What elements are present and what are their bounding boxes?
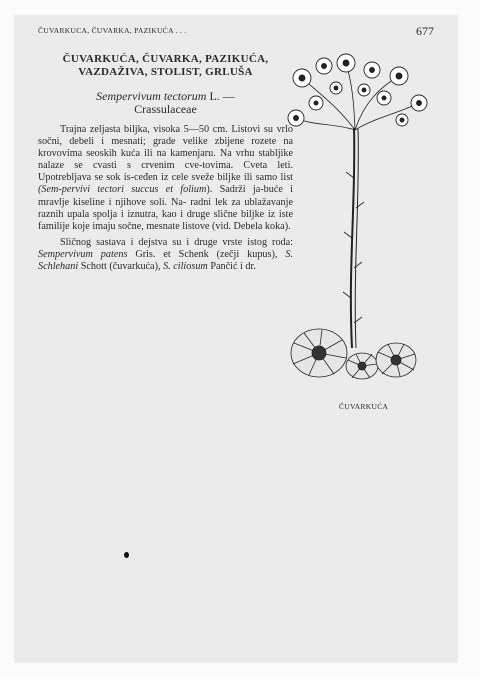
text-line: et Schenk (zečji kupus), (163, 248, 286, 260)
text-line: Trajna zeljasta bilјka, visoka 5—50 cm. (60, 124, 228, 135)
species-name: S. ciliosum (163, 261, 208, 273)
text-line: ). Sadrži ja- (206, 184, 264, 196)
family-name: Crassulaceae (134, 102, 197, 116)
text-line: grade velike zbijene rozete na krovovima (38, 136, 293, 160)
text-line: seoskih kuća ili na kamenjaru. Na vrhu (86, 148, 255, 160)
species-name: S. Schlehani (38, 248, 294, 273)
page-number: 677 (416, 24, 434, 38)
text-line: buće i mravlje kiseline i njihove soli. Na- (38, 184, 293, 208)
text-line: ceđen iz cele sveže biljke ili samo list (133, 172, 293, 184)
title-line-2: VAZDAŽIVA, STOLIST, GRLUŠA (78, 66, 253, 78)
entry-title (38, 53, 293, 79)
plant-illustration (284, 48, 434, 393)
text-line: radni lek za ublažavanje raznih upala spolja (38, 196, 293, 220)
text-line: Sličnog sastava i dejstva su i druge (60, 236, 218, 248)
author: L. — (209, 89, 235, 103)
title-line-1: ČUVARKUĆA, ČUVARKA, PAZIKUĆA, (62, 53, 269, 65)
text-line: (čuvarkuća), (109, 261, 164, 273)
text-line: vrste istog roda: (222, 236, 293, 248)
latin-term: pervivi tectori succus et folium (61, 184, 207, 196)
text-line: Gris. (127, 248, 156, 260)
text-line: Listovi su vrlo sočni, debeli i mesnati; (38, 124, 293, 148)
paragraph-related-species (38, 237, 293, 273)
text-line: (vid. Debela koka). (212, 220, 291, 232)
text-line: i iznutra, kao i druge slične biljke iz iste (120, 208, 294, 220)
ink-dot (124, 552, 129, 558)
text-line: stabljike nalaze se cvasti s crvenim cve- (38, 148, 294, 172)
text-line: Pančić i dr. (207, 261, 256, 273)
text-line: familije koje imaju sočne, mesnate listove (38, 220, 210, 232)
text-line: Schott (78, 261, 107, 273)
flower-icon (293, 69, 311, 87)
figure-caption: ČUVARKUĆA (339, 402, 389, 411)
rosette-icon (291, 329, 347, 377)
entry-body (38, 124, 293, 273)
latin-name: Sempervivum tectorum (96, 89, 207, 103)
running-head: ČUVARKUCA, ČUVARKA, PAZIKUĆA . . . (38, 26, 187, 35)
latin-term: (Sem- (38, 184, 62, 196)
latin-name-block (38, 90, 293, 116)
text-line: tovima. Cveta leti. Upotrebljava se sok is- (38, 160, 293, 184)
species-name: Sempervivum patens (38, 248, 128, 260)
paragraph-description (38, 124, 293, 233)
